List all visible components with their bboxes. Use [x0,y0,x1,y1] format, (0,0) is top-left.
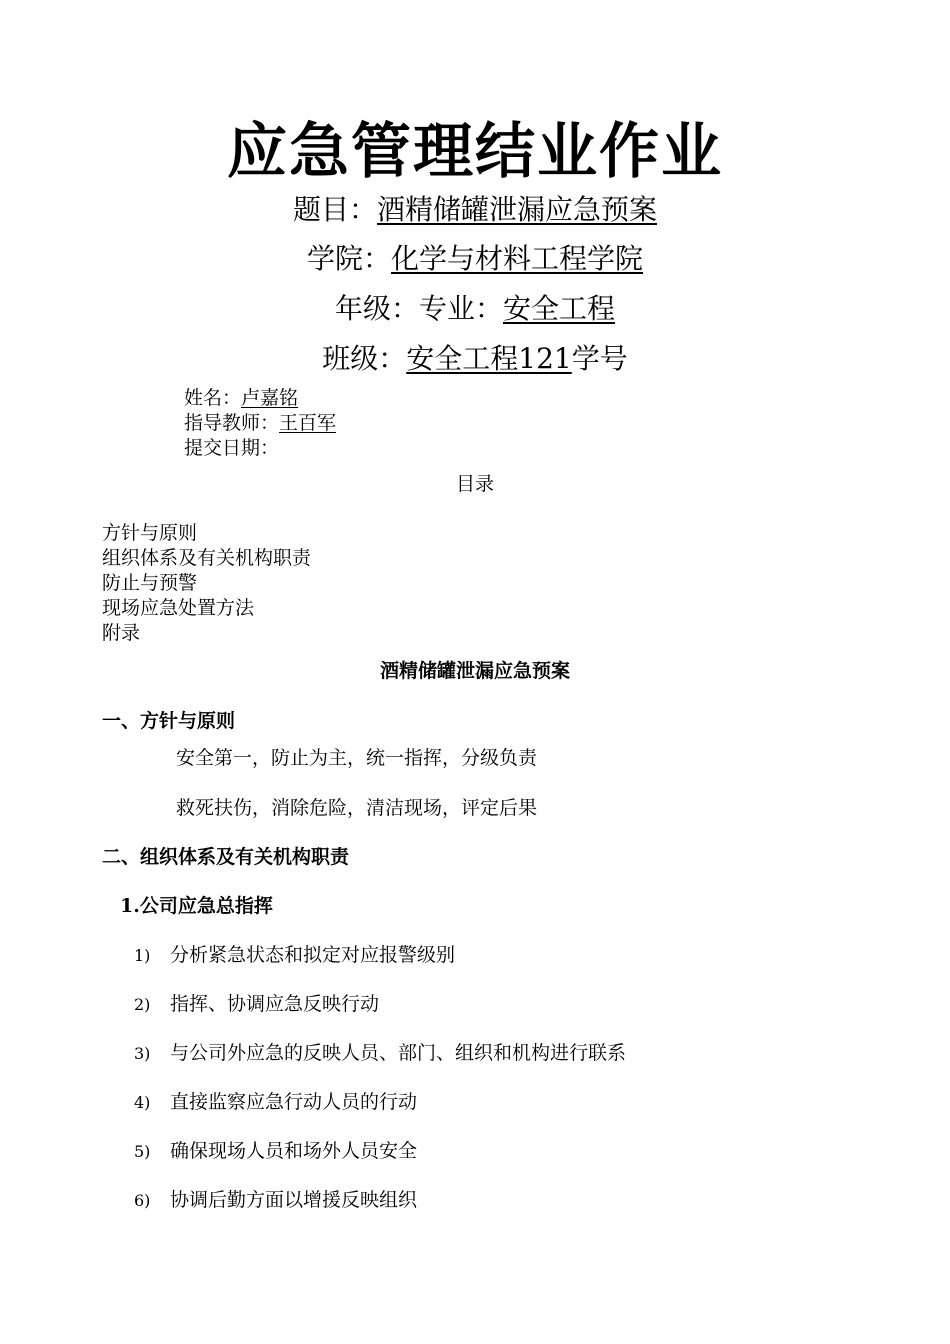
advisor-label: 指导教师： [184,412,280,434]
topic-value: 酒精储罐泄漏应急预案 [377,193,658,226]
list-item-text: 确保现场人员和场外人员安全 [170,1140,418,1162]
class-value: 安全工程121 [406,342,572,375]
cover-topic-line [0,190,950,230]
cover-class-line [0,339,950,379]
list-item [134,1040,626,1067]
advisor-line [184,410,336,436]
cover-college-line [0,239,950,279]
list-item-text: 分析紧急状态和拟定对应报警级别 [170,944,456,966]
toc-list [102,521,311,646]
list-item-number: 5) [134,1142,151,1161]
list-item [134,1187,417,1214]
list-item [134,1089,417,1116]
document-title: 酒精储罐泄漏应急预案 [379,660,570,682]
list-item-text: 与公司外应急的反映人员、部门、组织和机构进行联系 [170,1042,627,1064]
name-line [184,385,298,411]
date-line [184,435,279,461]
toc-title: 目录 [455,473,494,495]
list-item [134,942,455,969]
toc-item[interactable]: 防止与预警 [102,572,198,594]
list-item-number: 2) [134,995,151,1014]
toc-item[interactable]: 附录 [102,622,141,644]
topic-label: 题目： [292,193,377,226]
list-item-text: 直接监察应急行动人员的行动 [170,1091,418,1113]
list-item [134,991,379,1018]
grade-label: 年级：专业： [334,292,503,325]
cover-title: 应急管理结业作业 [227,117,723,187]
section-2-heading: 二、组织体系及有关机构职责 [102,846,350,868]
name-label: 姓名： [184,387,242,409]
major-value: 安全工程 [503,292,616,325]
list-item-number: 6) [134,1191,151,1210]
section-1-line: 救死扶伤，消除危险，清洁现场，评定后果 [176,797,538,819]
list-item-number: 1) [134,946,151,965]
advisor-value: 王百军 [279,412,337,434]
student-id-label: 学号 [571,342,628,375]
college-label: 学院： [306,242,391,275]
section-1-heading: 一、方针与原则 [102,710,236,732]
date-label: 提交日期： [184,437,280,459]
class-label: 班级： [322,342,407,375]
toc-item[interactable]: 组织体系及有关机构职责 [102,547,312,569]
list-item-text: 协调后勤方面以增援反映组织 [170,1189,418,1211]
list-item [134,1138,417,1165]
cover-grade-line [0,289,950,329]
subsection-1-heading: 1.公司应急总指挥 [120,895,273,917]
college-value: 化学与材料工程学院 [391,242,644,275]
toc-item[interactable]: 现场应急处置方法 [102,597,255,619]
name-value: 卢嘉铭 [241,387,299,409]
list-item-number: 4) [134,1093,151,1112]
toc-item[interactable]: 方针与原则 [102,522,198,544]
section-1-line: 安全第一，防止为主，统一指挥，分级负责 [176,747,538,769]
list-item-number: 3) [134,1044,151,1063]
list-item-text: 指挥、协调应急反映行动 [170,993,380,1015]
